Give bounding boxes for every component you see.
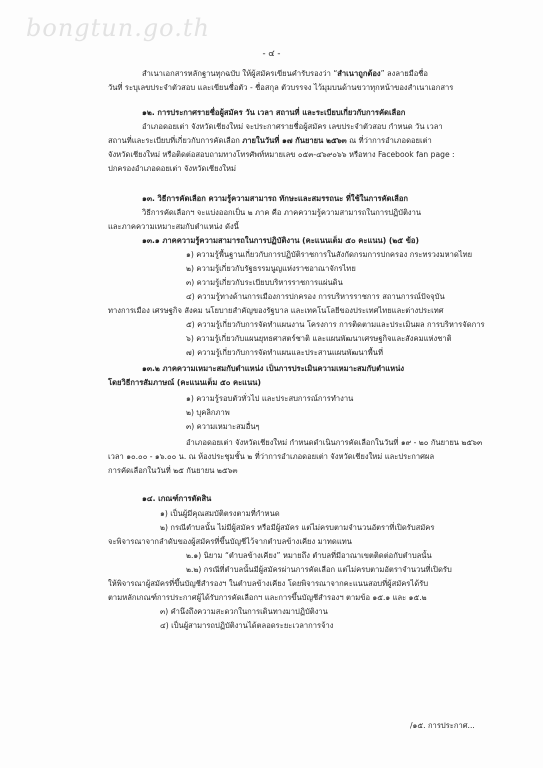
section-13-heading: ๑๓. วิธีการคัดเลือก ความรู้ความสามารถ ทักษะและสมรรถนะ ที่ใช้ในการคัดเลือก	[142, 194, 408, 203]
section-12-line-2: สถานที่และระเบียบที่เกี่ยวกับการคัดเลือก ภายในวันที่ ๑๗ กันยายน ๒๕๖๓ ณ ที่ว่าการอำเภอดอยเต่า	[108, 136, 432, 145]
section-13-2-heading-cont: โดยวิธีการสัมภาษณ์ (คะแนนเต็ม ๕๐ คะแนน)	[108, 378, 261, 387]
continuation-note: /๑๕. การประกาศ...	[410, 721, 475, 730]
watermark: bongtun.go.th	[26, 14, 210, 42]
section-14-item-2-2-cont: ให้พิจารณาผู้สมัครที่ขึ้นบัญชีสำรองฯ ในตำบลข้างเคียง โดยพิจารณาจากคะแนนสอบที่ผู้สมัครได้รับ	[108, 579, 429, 588]
section-13-1-item: ๕) ความรู้เกี่ยวกับการจัดทำแผนงาน โครงการ การติดตามและประเมินผล การบริหารจัดการ	[186, 320, 485, 329]
section-12-heading: ๑๒. การประกาศรายชื่อผู้สมัคร วัน เวลา สถานที่ และระเบียบเกี่ยวกับการคัดเลือก	[142, 108, 406, 117]
section-12-line-3: จังหวัดเชียงใหม่ หรือติดต่อสอบถามทางโทรศัพท์หมายเลข ๐๕๓-๔๖๙๐๖๖ หรือทาง Facebook fan page :	[108, 150, 455, 159]
intro-line-1: สำเนาเอกสารหลักฐานทุกฉบับ ให้ผู้สมัครเขียนคำรับรองว่า “สำเนาถูกต้อง” ลงลายมือชื่อ	[142, 69, 428, 78]
section-13-schedule-line-1: อำเภอดอยเต่า จังหวัดเชียงใหม่ กำหนดดำเนินการคัดเลือกในวันที่ ๑๙ - ๒๐ กันยายน ๒๕๖๓	[186, 438, 483, 447]
section-13-2-heading: ๑๓.๒ ภาคความเหมาะสมกับตำแหน่ง เป็นการประเมินความเหมาะสมกับตำแหน่ง	[142, 364, 405, 373]
section-13-schedule-line-2: เวลา ๑๐.๐๐ - ๑๖.๐๐ น. ณ ห้องประชุมชั้น ๒ ที่ว่าการอำเภอดอยเต่า จังหวัดเชียงใหม่ และประกาศผล	[108, 452, 435, 461]
section-14-heading: ๑๔. เกณฑ์การตัดสิน	[142, 494, 212, 503]
page-number: - ๔ -	[262, 49, 281, 59]
section-14-item-3: ๓) คำนึงถึงความสะดวกในการเดินทางมาปฏิบัติงาน	[160, 607, 328, 616]
section-13-2-item: ๒) บุคลิกภาพ	[186, 408, 230, 417]
section-13-schedule-line-3: การคัดเลือกในวันที่ ๒๕ กันยายน ๒๕๖๓	[108, 466, 238, 475]
section-14-item-2: ๒) กรณีตำบลนั้น ไม่มีผู้สมัคร หรือมีผู้สมัคร แต่ไม่ครบตามจำนวนอัตราที่เปิดรับสมัคร	[160, 523, 435, 532]
section-13-1-item: ๓) ความรู้เกี่ยวกับระเบียบบริหารราชการแผ่นดิน	[186, 278, 343, 287]
section-13-2-item: ๑) ความรู้รอบตัวทั่วไป และประสบการณ์การทำงาน	[186, 394, 354, 403]
section-13-1-item: ๖) ความรู้เกี่ยวกับแผนยุทธศาสตร์ชาติ และแผนพัฒนาเศรษฐกิจและสังคมแห่งชาติ	[186, 334, 452, 343]
section-14-item-4: ๔) เป็นผู้สามารถปฏิบัติงานได้ตลอดระยะเวลาการจ้าง	[160, 621, 334, 630]
section-13-line-2: และภาคความเหมาะสมกับตำแหน่ง ดังนี้	[108, 222, 239, 231]
intro-line-2: วันที่ ระบุเลขประจำตัวสอบ และเขียนชื่อตัว - ชื่อสกุล ตัวบรรจง ไว้มุมบนด้านขวาทุกหน้าของสำเนาเอกสาร	[108, 83, 454, 92]
section-12-line-1: อำเภอดอยเต่า จังหวัดเชียงใหม่ จะประกาศรายชื่อผู้สมัคร เลขประจำตัวสอบ กำหนด วัน เวลา	[142, 122, 443, 131]
section-13-1-item: ๑) ความรู้พื้นฐานเกี่ยวกับการปฏิบัติราชการในสังกัดกรมการปกครอง กระทรวงมหาดไทย	[186, 250, 473, 259]
section-13-1-item-cont: ทางการเมือง เศรษฐกิจ สังคม นโยบายสำคัญของรัฐบาล และเทคโนโลยีของประเทศไทยและต่างประเทศ	[108, 306, 444, 315]
section-13-2-item: ๓) ความเหมาะสมอื่นๆ	[186, 422, 260, 431]
section-14-item-2-1: ๒.๑) นิยาม “ตำบลข้างเคียง” หมายถึง ตำบลที่มีอาณาเขตติดต่อกับตำบลนั้น	[186, 551, 432, 560]
section-13-1-item: ๔) ความรู้ทางด้านการเมืองการปกครอง การบริหารราชการ สถานการณ์ปัจจุบัน	[186, 292, 445, 301]
section-14-item-2-cont: จะพิจารณาจากลำดับของผู้สมัครที่ขึ้นบัญชีไว้จากตำบลข้างเคียง มาทดแทน	[108, 537, 352, 546]
section-13-line-1: วิธีการคัดเลือกฯ จะแบ่งออกเป็น ๒ ภาค คือ ภาคความรู้ความสามารถในการปฏิบัติงาน	[142, 208, 422, 217]
section-13-1-item: ๒) ความรู้เกี่ยวกับรัฐธรรมนูญแห่งราชอาณาจักรไทย	[186, 264, 356, 273]
section-14-item-2-2-cont: ตามหลักเกณฑ์การประกาศผู้ได้รับการคัดเลือกฯ และการขึ้นบัญชีสำรองฯ ตามข้อ ๑๕.๑ และ ๑๕.๒	[108, 593, 427, 602]
section-14-item-1: ๑) เป็นผู้มีคุณสมบัติตรงตามที่กำหนด	[160, 509, 280, 518]
section-14-item-2-2: ๒.๒) กรณีที่ตำบลนั้นมีผู้สมัครผ่านการคัดเลือก แต่ไม่ครบตามอัตราจำนวนที่เปิดรับ	[186, 565, 452, 574]
section-13-1-heading: ๑๓.๑ ภาคความรู้ความสามารถในการปฏิบัติงาน (คะแนนเต็ม ๕๐ คะแนน) (๒๕ ข้อ)	[142, 236, 419, 245]
section-13-1-item: ๗) ความรู้เกี่ยวกับการจัดทำแผนและประสานแผนพัฒนาพื้นที่	[186, 348, 383, 357]
section-12-line-4: ปกครองอำเภอดอยเต่า จังหวัดเชียงใหม่	[108, 164, 236, 173]
